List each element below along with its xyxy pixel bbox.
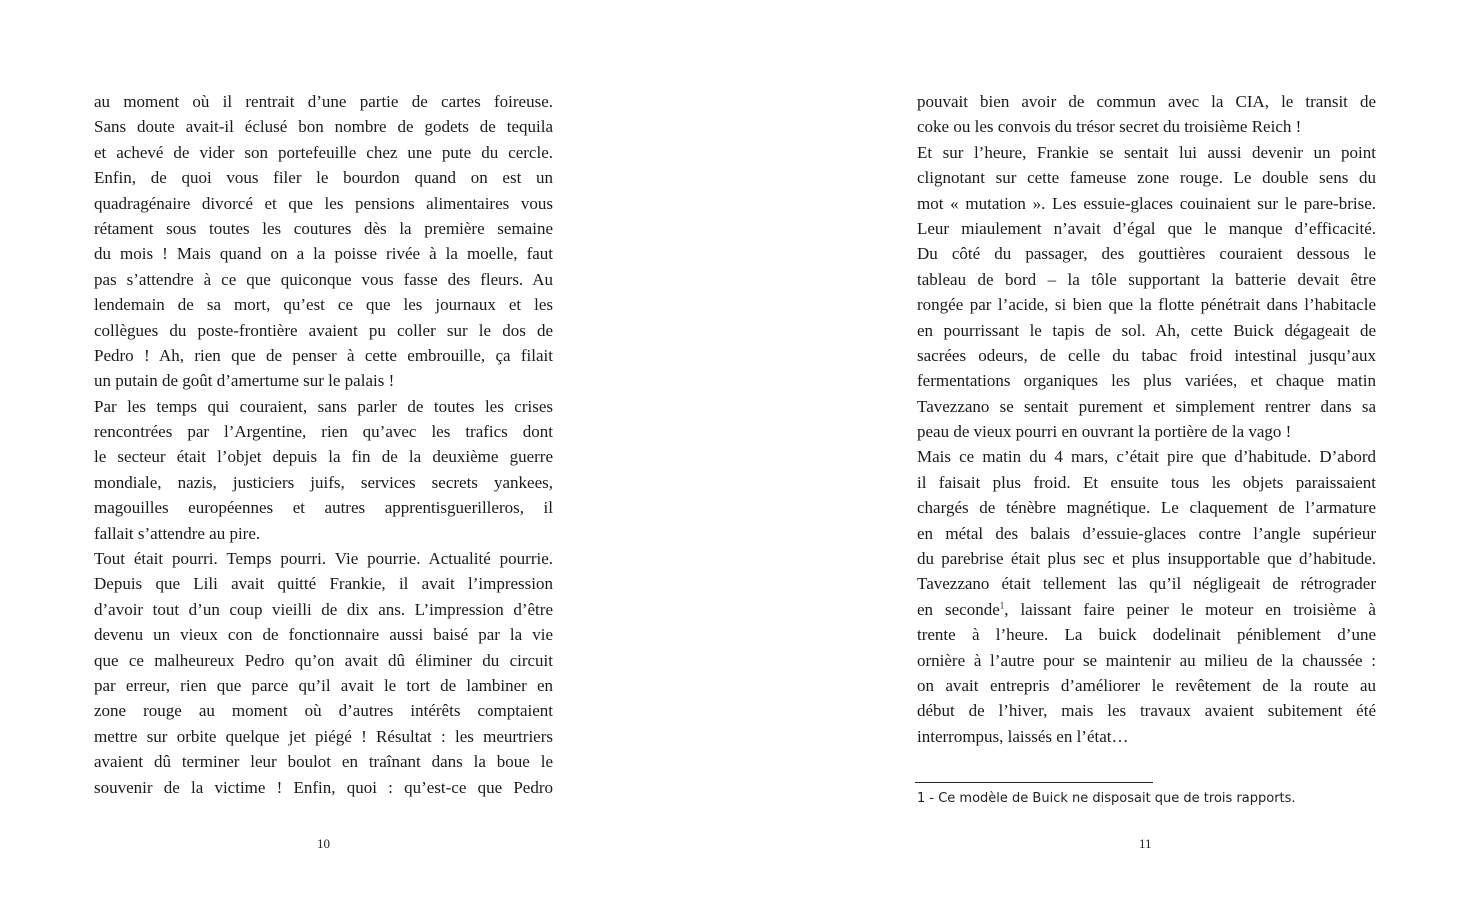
text-line: un putain de goût d’amertume sur le palais ! [94,371,395,391]
text-line: tableau de bord – la tôle supportant la batterie devait être [917,269,1376,289]
text-line: d’avoir tout d’un coup vieilli de dix ans. L’impression d’être [94,599,553,619]
text-line: Depuis que Lili avait quitté Frankie, il avait l’impression [94,574,553,594]
footnote-mark: 1 [999,600,1005,611]
text-line: peau de vieux pourri en ouvrant la portière de la vago ! [917,422,1292,442]
left-page-text [94,89,553,800]
left-page-number: 10 [317,836,330,851]
text-line: mot « mutation ». Les essuie-glaces couinaient sur le pare-brise. [917,193,1376,213]
footnote-separator [915,782,1153,783]
text-line: interrompus, laissés en l’état… [917,726,1129,746]
text-line: du parebrise était plus sec et plus insupportable que d’habitude. [917,549,1376,569]
text-line: le secteur était l’objet depuis la fin de la deuxième guerre [94,447,553,467]
footnote: 1 - Ce modèle de Buick ne disposait que de trois rapports. [917,791,1296,806]
text-line: rétament sous toutes les coutures dès la première semaine [94,218,553,238]
text-fragment: , laissant faire peiner le moteur en troisième à [1004,599,1376,619]
text-line: quadragénaire divorcé et que les pensions alimentaires vous [94,193,553,213]
text-line: pouvait bien avoir de commun avec la CIA, le transit de [917,92,1376,111]
text-line: Par les temps qui couraient, sans parler de toutes les crises [94,396,553,416]
text-line: sacrées odeurs, de celle du tabac froid intestinal jusqu’aux [917,345,1376,365]
text-line: lendemain de sa mort, qu’est ce que les journaux et les [94,295,553,315]
text-line: et achevé de vider son portefeuille chez une pute du cercle. [94,142,553,162]
text-line: on avait entrepris d’améliorer le revêtement de la route au [917,675,1376,695]
right-page-number: 11 [1139,836,1152,851]
text-line: Tavezzano se sentait purement et simplement rentrer dans sa [917,396,1376,416]
text-fragment: en seconde [917,599,1000,619]
text-line: souvenir de la victime ! Enfin, quoi : qu’est-ce que Pedro [94,777,553,797]
text-line: du mois ! Mais quand on a la poisse rivée à la moelle, faut [94,244,553,264]
text-line: magouilles européennes et autres apprentisguerilleros, il [94,498,553,518]
text-line: collègues du poste-frontière avaient pu coller sur le dos de [94,320,553,340]
text-line: au moment où il rentrait d’une partie de cartes foireuse. [94,92,553,111]
text-line: chargés de ténèbre magnétique. Le claquement de l’armature [917,498,1376,518]
text-line: fallait s’attendre au pire. [94,523,261,543]
text-line: début de l’hiver, mais les travaux avaient subitement été [917,701,1376,721]
text-line: devenu un vieux con de fonctionnaire aussi baisé par la vie [94,625,553,645]
text-line: il faisait plus froid. Et ensuite tous les objets paraissaient [917,472,1376,492]
text-line: trente à l’heure. La buick dodelinait péniblement d’une [917,625,1376,645]
text-line: en métal des balais d’essuie-glaces contre l’angle supérieur [917,523,1376,543]
text-line: Et sur l’heure, Frankie se sentait lui aussi devenir un point [917,142,1376,162]
text-line: Sans doute avait-il éclusé bon nombre de godets de tequila [94,117,553,137]
text-line: en pourrissant le tapis de sol. Ah, cette Buick dégageait de [917,320,1376,340]
text-line: pas s’attendre à ce que quiconque vous fasse des fleurs. Au [94,269,553,289]
right-page-text [917,89,1376,749]
text-line: Pedro ! Ah, rien que de penser à cette embrouille, ça filait [94,345,553,365]
text-line: par erreur, rien que parce qu’il avait le tort de lambiner en [94,675,553,695]
text-line: ornière à l’autre pour se maintenir au milieu de la chaussée : [917,650,1376,670]
text-line: Mais ce matin du 4 mars, c’était pire que d’habitude. D’abord [917,447,1376,467]
text-line: Enfin, de quoi vous filer le bourdon quand on est un [94,168,553,188]
text-line: Tout était pourri. Temps pourri. Vie pourrie. Actualité pourrie. [94,549,553,569]
text-line: Du côté du passager, des gouttières couraient dessous le [917,244,1376,264]
text-line: mondiale, nazis, justiciers juifs, services secrets yankees, [94,472,553,492]
text-line: clignotant sur cette fameuse zone rouge. Le double sens du [917,168,1376,188]
text-line: fermentations organiques les plus variées, et chaque matin [917,371,1376,391]
text-line: avaient dû terminer leur boulot en traînant dans la boue le [94,752,553,772]
text-line: Tavezzano était tellement las qu’il négligeait de rétrograder [917,574,1376,594]
text-line: mettre sur orbite quelque jet piégé ! Résultat : les meurtriers [94,726,553,746]
text-line: rongée par l’acide, si bien que la flotte pénétrait dans l’habitacle [917,295,1376,315]
right-page [735,0,1470,904]
text-line: que ce malheureux Pedro qu’on avait dû éliminer du circuit [94,650,553,670]
text-line: coke ou les convois du trésor secret du troisième Reich ! [917,117,1302,137]
text-line: rencontrées par l’Argentine, rien qu’avec les trafics dont [94,422,553,442]
text-line-with-footnote-mark [917,597,1376,622]
text-line: zone rouge au moment où d’autres intérêts comptaient [94,701,553,721]
text-line: Leur miaulement n’avait d’égal que le manque d’efficacité. [917,218,1376,238]
